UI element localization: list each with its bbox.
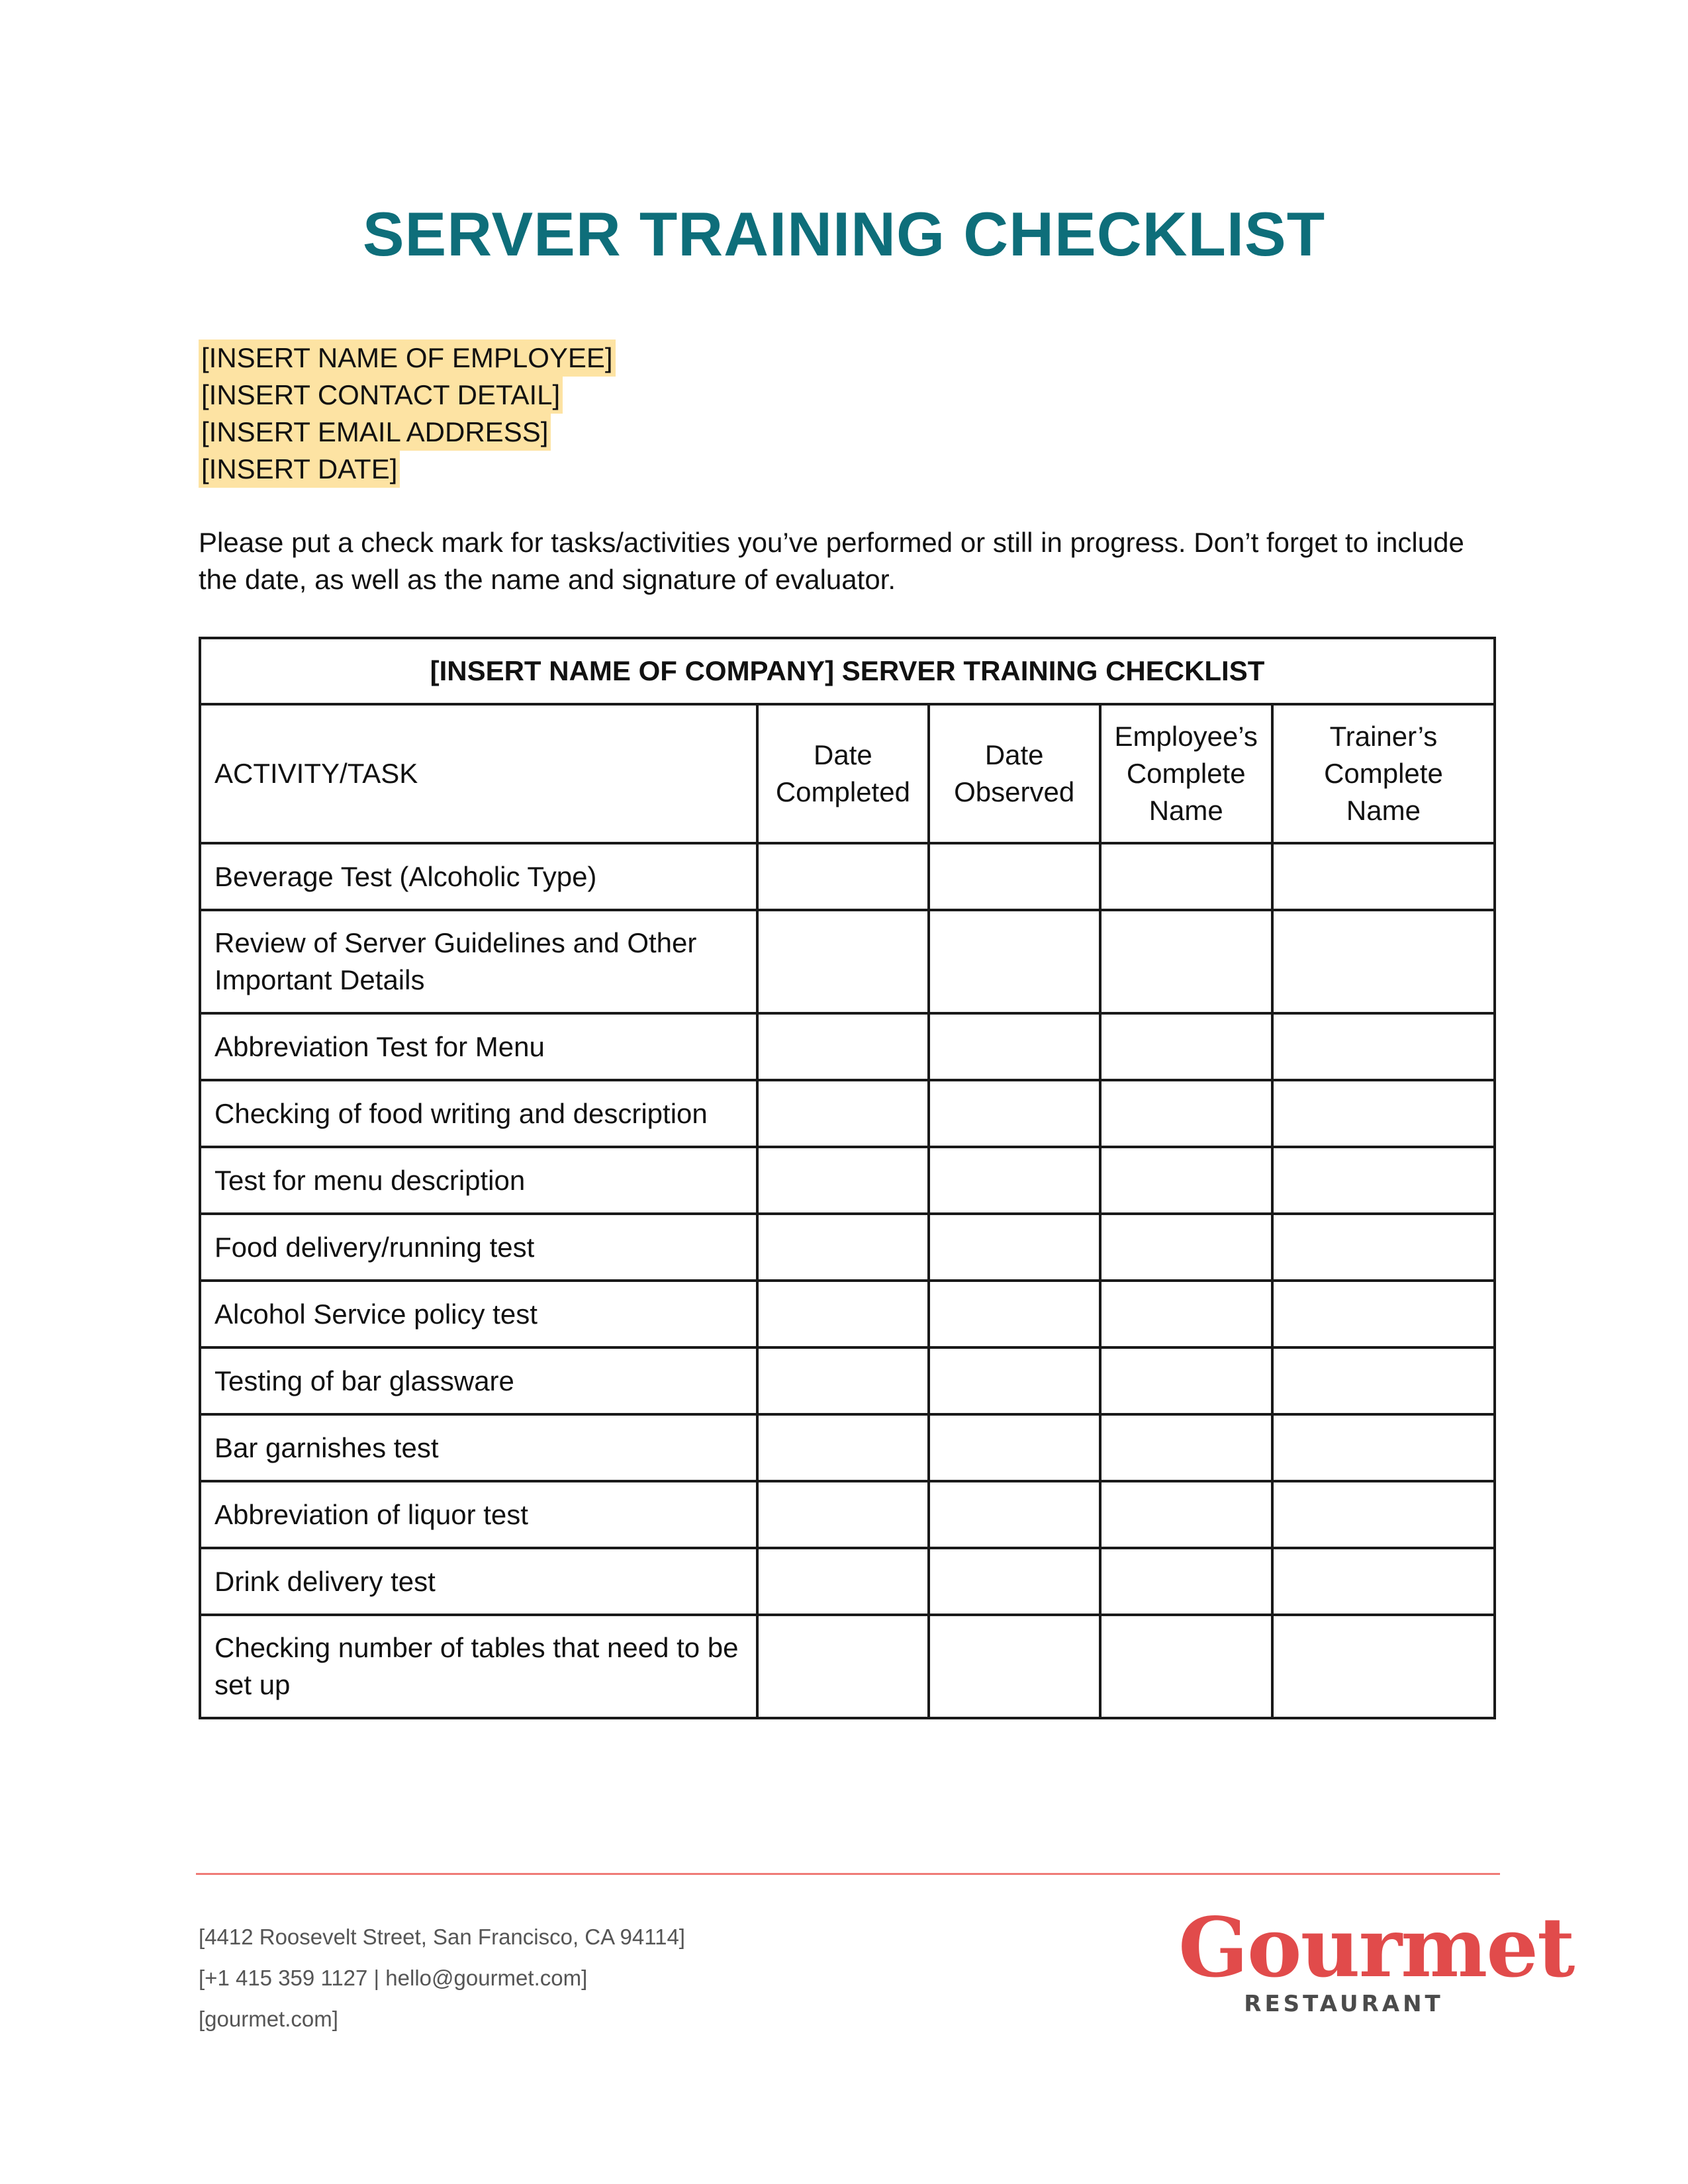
gourmet-restaurant-logo (1178, 1900, 1574, 2017)
table-row (200, 1548, 1495, 1615)
table-row (200, 1414, 1495, 1481)
activity-cell: Drink delivery test (200, 1548, 757, 1615)
date-completed-cell[interactable] (757, 1080, 929, 1147)
activity-cell: Checking of food writing and description (200, 1080, 757, 1147)
header-activity-task: ACTIVITY/TASK (200, 704, 757, 843)
date-observed-cell[interactable] (929, 1147, 1100, 1214)
employee-name-cell[interactable] (1100, 1481, 1272, 1548)
footer-address: [4412 Roosevelt Street, San Francisco, CA 94114] (199, 1925, 685, 1949)
table-row (200, 910, 1495, 1013)
header-date-completed: Date Completed (757, 704, 929, 843)
page-title: SERVER TRAINING CHECKLIST (362, 199, 1326, 269)
header-trainer-name: Trainer’s Complete Name (1272, 704, 1495, 843)
employee-name-cell[interactable] (1100, 1281, 1272, 1347)
trainer-name-cell[interactable] (1272, 1281, 1495, 1347)
logo-subtitle: RESTAURANT (1244, 1991, 1444, 2017)
table-row (200, 1013, 1495, 1080)
activity-cell: Testing of bar glassware (200, 1347, 757, 1414)
date-observed-cell[interactable] (929, 1013, 1100, 1080)
trainer-name-cell[interactable] (1272, 843, 1495, 910)
trainer-name-cell[interactable] (1272, 1347, 1495, 1414)
date-observed-cell[interactable] (929, 1481, 1100, 1548)
trainer-name-cell[interactable] (1272, 1013, 1495, 1080)
activity-cell: Abbreviation of liquor test (200, 1481, 757, 1548)
date-completed-cell[interactable] (757, 1615, 929, 1718)
table-row (200, 1481, 1495, 1548)
activity-cell: Food delivery/running test (200, 1214, 757, 1281)
activity-cell: Alcohol Service policy test (200, 1281, 757, 1347)
email-address-placeholder[interactable]: [INSERT EMAIL ADDRESS] (199, 414, 551, 451)
date-completed-cell[interactable] (757, 1214, 929, 1281)
date-completed-cell[interactable] (757, 910, 929, 1013)
employee-name-cell[interactable] (1100, 910, 1272, 1013)
table-row (200, 1281, 1495, 1347)
employee-name-cell[interactable] (1100, 843, 1272, 910)
date-completed-cell[interactable] (757, 1347, 929, 1414)
date-completed-cell[interactable] (757, 1481, 929, 1548)
date-completed-cell[interactable] (757, 1281, 929, 1347)
header-employee-name: Employee’s Complete Name (1100, 704, 1272, 843)
date-observed-cell[interactable] (929, 910, 1100, 1013)
activity-cell: Checking number of tables that need to be set up (200, 1615, 757, 1718)
date-observed-cell[interactable] (929, 1414, 1100, 1481)
date-completed-cell[interactable] (757, 1548, 929, 1615)
footer-contact-block (199, 1917, 685, 2040)
date-completed-cell[interactable] (757, 1013, 929, 1080)
trainer-name-cell[interactable] (1272, 1548, 1495, 1615)
footer-divider (196, 1873, 1500, 1875)
footer-phone-email: [+1 415 359 1127 | hello@gourmet.com] (199, 1966, 588, 1990)
trainer-name-cell[interactable] (1272, 1481, 1495, 1548)
employee-name-cell[interactable] (1100, 1214, 1272, 1281)
header-date-observed: Date Observed (929, 704, 1100, 843)
activity-cell: Test for menu description (200, 1147, 757, 1214)
instructions-text: Please put a check mark for tasks/activities you’ve performed or still in progress. Don’t forget to include the date, as well as the name and signature of evaluator. (199, 527, 1464, 595)
footer-website: [gourmet.com] (199, 2007, 338, 2031)
date-placeholder[interactable]: [INSERT DATE] (199, 451, 400, 488)
date-completed-cell[interactable] (757, 1414, 929, 1481)
date-observed-cell[interactable] (929, 1281, 1100, 1347)
date-observed-cell[interactable] (929, 1080, 1100, 1147)
activity-cell: Review of Server Guidelines and Other Important Details (200, 910, 757, 1013)
employee-name-cell[interactable] (1100, 1347, 1272, 1414)
trainer-name-cell[interactable] (1272, 1147, 1495, 1214)
table-banner: [INSERT NAME OF COMPANY] SERVER TRAINING CHECKLIST (200, 638, 1495, 704)
trainer-name-cell[interactable] (1272, 910, 1495, 1013)
trainer-name-cell[interactable] (1272, 1414, 1495, 1481)
employee-name-cell[interactable] (1100, 1615, 1272, 1718)
activity-cell: Abbreviation Test for Menu (200, 1013, 757, 1080)
table-row (200, 1147, 1495, 1214)
date-observed-cell[interactable] (929, 1347, 1100, 1414)
date-observed-cell[interactable] (929, 1548, 1100, 1615)
table-row (200, 1214, 1495, 1281)
trainer-name-cell[interactable] (1272, 1615, 1495, 1718)
employee-name-cell[interactable] (1100, 1147, 1272, 1214)
table-row (200, 1347, 1495, 1414)
table-row (200, 1080, 1495, 1147)
employee-placeholders (199, 340, 616, 488)
employee-name-cell[interactable] (1100, 1548, 1272, 1615)
date-observed-cell[interactable] (929, 843, 1100, 910)
employee-name-cell[interactable] (1100, 1013, 1272, 1080)
contact-detail-placeholder[interactable]: [INSERT CONTACT DETAIL] (199, 377, 563, 414)
date-completed-cell[interactable] (757, 1147, 929, 1214)
table-row (200, 1615, 1495, 1718)
trainer-name-cell[interactable] (1272, 1080, 1495, 1147)
employee-name-cell[interactable] (1100, 1080, 1272, 1147)
activity-cell: Bar garnishes test (200, 1414, 757, 1481)
trainer-name-cell[interactable] (1272, 1214, 1495, 1281)
employee-name-placeholder[interactable]: [INSERT NAME OF EMPLOYEE] (199, 340, 616, 377)
checklist-table (199, 637, 1496, 1719)
employee-name-cell[interactable] (1100, 1414, 1272, 1481)
date-observed-cell[interactable] (929, 1615, 1100, 1718)
table-row (200, 843, 1495, 910)
logo-wordmark: Gourmet (1178, 1900, 1574, 1996)
date-completed-cell[interactable] (757, 843, 929, 910)
activity-cell: Beverage Test (Alcoholic Type) (200, 843, 757, 910)
date-observed-cell[interactable] (929, 1214, 1100, 1281)
